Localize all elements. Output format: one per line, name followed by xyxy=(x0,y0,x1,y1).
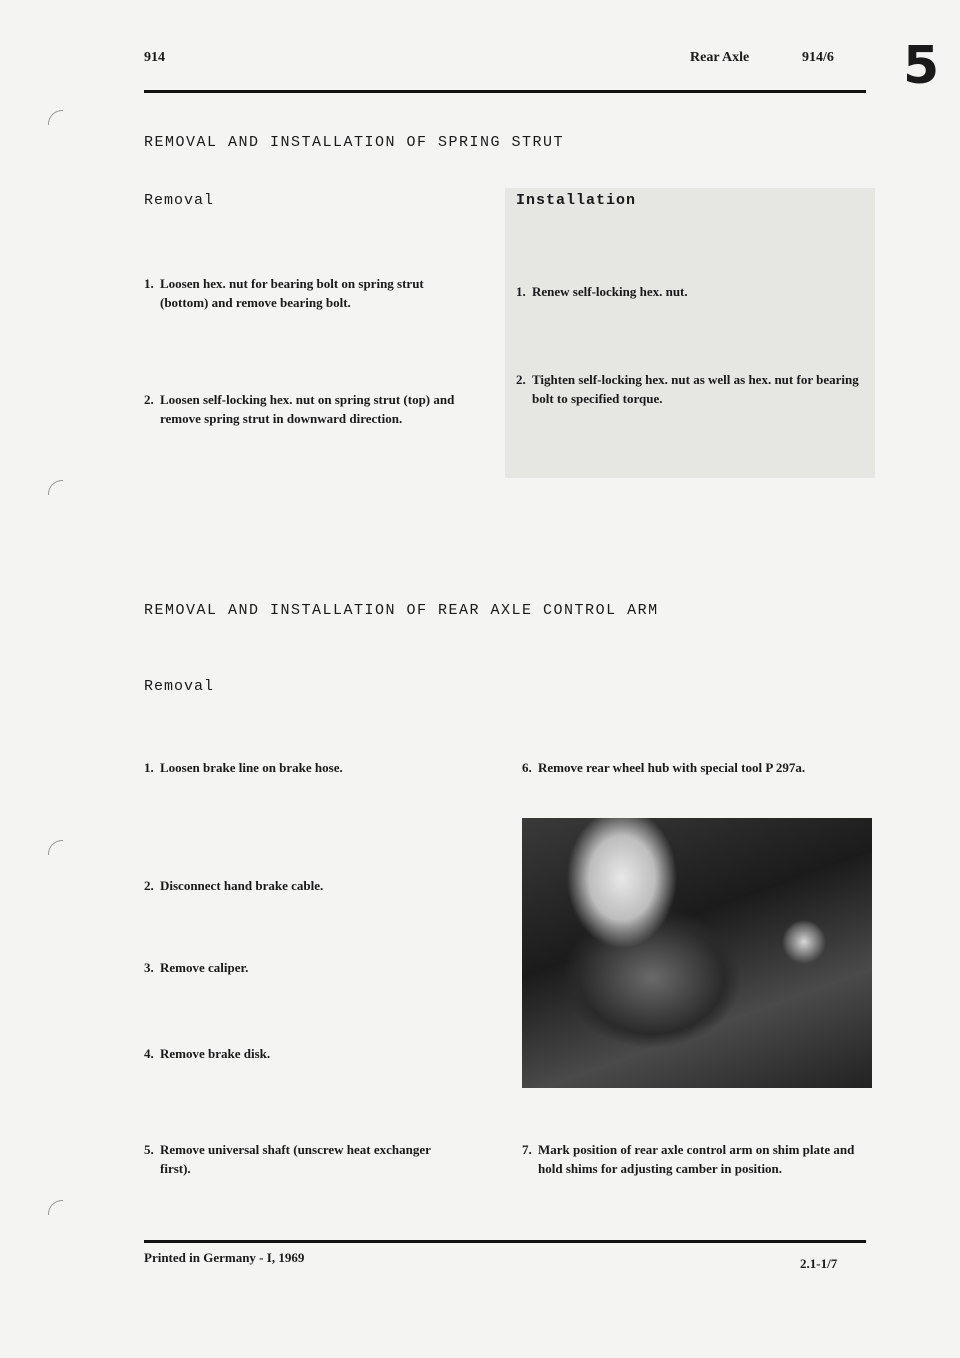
step-number: 1. xyxy=(144,760,154,775)
removal-step xyxy=(144,758,474,777)
wheel-hub-removal-photo xyxy=(522,818,872,1088)
removal-step xyxy=(144,274,474,312)
step-text: Remove brake disk. xyxy=(160,1046,271,1061)
section-title-spring-strut: REMOVAL AND INSTALLATION OF SPRING STRUT xyxy=(144,134,565,151)
installation-step xyxy=(516,370,876,408)
step-text: Remove universal shaft (unscrew heat exchanger first). xyxy=(160,1142,431,1176)
removal-heading: Removal xyxy=(144,678,215,695)
binder-hole-mark xyxy=(48,110,63,125)
footer-printed: Printed in Germany - I, 1969 xyxy=(144,1250,305,1265)
removal-step xyxy=(522,758,862,777)
step-number: 1. xyxy=(516,284,526,299)
header-model: 914 xyxy=(144,50,165,65)
removal-heading: Removal xyxy=(144,192,215,209)
binder-hole-mark xyxy=(48,480,63,495)
step-number: 2. xyxy=(144,878,154,893)
removal-step xyxy=(144,1044,474,1063)
removal-step xyxy=(144,390,474,428)
step-text: Loosen hex. nut for bearing bolt on spring strut (bottom) and remove bearing bolt. xyxy=(160,276,424,310)
step-text: Tighten self-locking hex. nut as well as hex. nut for bearing bolt to specified torque. xyxy=(532,372,859,406)
header-page-ref: 914/6 xyxy=(802,50,834,65)
step-number: 2. xyxy=(516,372,526,387)
installation-heading: Installation xyxy=(516,192,637,209)
removal-step xyxy=(144,1140,474,1178)
header-rule xyxy=(144,90,866,93)
removal-step xyxy=(144,958,474,977)
binder-hole-mark xyxy=(48,1200,63,1215)
removal-step xyxy=(522,1140,872,1178)
installation-step xyxy=(516,282,876,301)
step-text: Remove caliper. xyxy=(160,960,249,975)
step-text: Mark position of rear axle control arm on shim plate and hold shims for adjusting camber in position. xyxy=(538,1142,855,1176)
step-text: Disconnect hand brake cable. xyxy=(160,878,324,893)
step-text: Renew self-locking hex. nut. xyxy=(532,284,688,299)
step-text: Loosen brake line on brake hose. xyxy=(160,760,343,775)
step-number: 7. xyxy=(522,1142,532,1157)
step-number: 5. xyxy=(144,1142,154,1157)
step-number: 4. xyxy=(144,1046,154,1061)
step-number: 3. xyxy=(144,960,154,975)
footer-page-number: 2.1-1/7 xyxy=(800,1256,838,1271)
section-number: 5 xyxy=(903,36,940,96)
section-title-control-arm: REMOVAL AND INSTALLATION OF REAR AXLE CONTROL ARM xyxy=(144,602,659,619)
footer-rule xyxy=(144,1240,866,1243)
removal-step xyxy=(144,876,474,895)
step-text: Loosen self-locking hex. nut on spring strut (top) and remove spring strut in downward direction. xyxy=(160,392,455,426)
binder-hole-mark xyxy=(48,840,63,855)
header-section-title: Rear Axle xyxy=(690,50,750,65)
step-number: 6. xyxy=(522,760,532,775)
installation-panel xyxy=(505,188,875,478)
step-text: Remove rear wheel hub with special tool P 297a. xyxy=(538,760,806,775)
step-number: 2. xyxy=(144,392,154,407)
step-number: 1. xyxy=(144,276,154,291)
